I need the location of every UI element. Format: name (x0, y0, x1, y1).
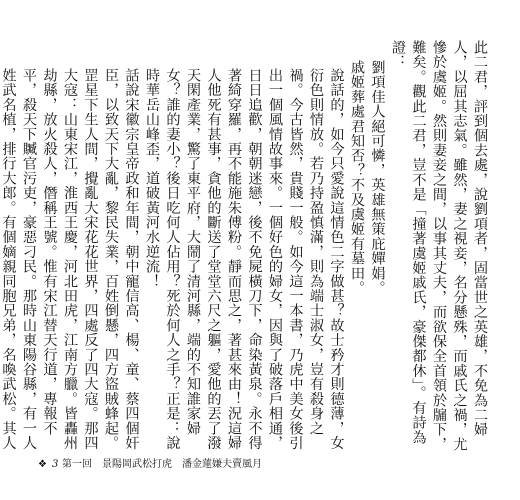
chapter-label: 第一回 景陽岡武松打虎 潘金蓮嫌夫賣風月 (62, 459, 262, 470)
page-number-block (38, 458, 58, 472)
verse-line-2: 戚姬葬處君知否？不及虞姬有墓田。 (349, 60, 365, 296)
verse-line-1: 劉項佳人絕可憐，英雄無策庇嬋娟。 (369, 60, 386, 296)
paragraph-main-story: 話說宋徽宗皇帝政和年間，朝中寵信高、楊、童、蔡四個奸臣，以致天下大亂，黎民失業，百姓倒懸，四方盜賊蜂起。罡星下生人間，攪亂大宋花花世界，四處反了四大寇。那四大寇：山東宋江，淮西王慶，河北田虎，江南方臘。皆轟州劫縣，放火殺人，僭稱王號。惟有宋江替天行道，專報不平，殺天下贓官污吏，豪惡刁民。那時山東陽谷縣，有一人姓武名植，排行大郎。有個嫡親同胞兄弟，名喚武松。其人 (0, 68, 140, 451)
page-number: 3 (51, 459, 59, 470)
paragraph-opening: 此二君，評到個去處，說劉項者，固當世之英雄，不免為二婦人，以屈其志氣。雖然，妻之視妾，名分懸殊，而戚氏之禍，尤慘於虞姬。然則妻妾之間，以事其丈夫，而欲保全首領於牖下，難矣。觀此二君，豈不是「撞著虞姬戚氏，豪傑都休」。有詩為證： (390, 40, 488, 452)
running-header (62, 458, 262, 490)
ornament-icon: ❖ (38, 459, 47, 470)
body-text-column (0, 40, 490, 458)
paragraph-storyteller: 說話的，如今只愛說這情色二字做甚？故士矜才則德薄，女衍色則情放。若乃持盈慎滿，則為端士淑女，豈有殺身之禍。今古皆然，貴賤一般。如今這一本書，乃虎中美女後引出一個風情故事來。一個好色的婦女，因與了破落戶相通，日日追歡，朝朝迷戀，後不免屍橫刀下，命染黃泉。永不得著綺穿羅，再不能施朱傅粉。靜而思之，著甚來由！況這婦人他死有甚事，貪他的斷送了堂堂六尺之軀，愛他的丟了潑天閑產業，驚了東平府，大鬧了清河縣，端的不知誰家婦女？誰的妻小？後日吃何人佔用？死於何人之手？正是：說時華岳山峰歪，道破黃河水逆流！ (144, 68, 345, 451)
